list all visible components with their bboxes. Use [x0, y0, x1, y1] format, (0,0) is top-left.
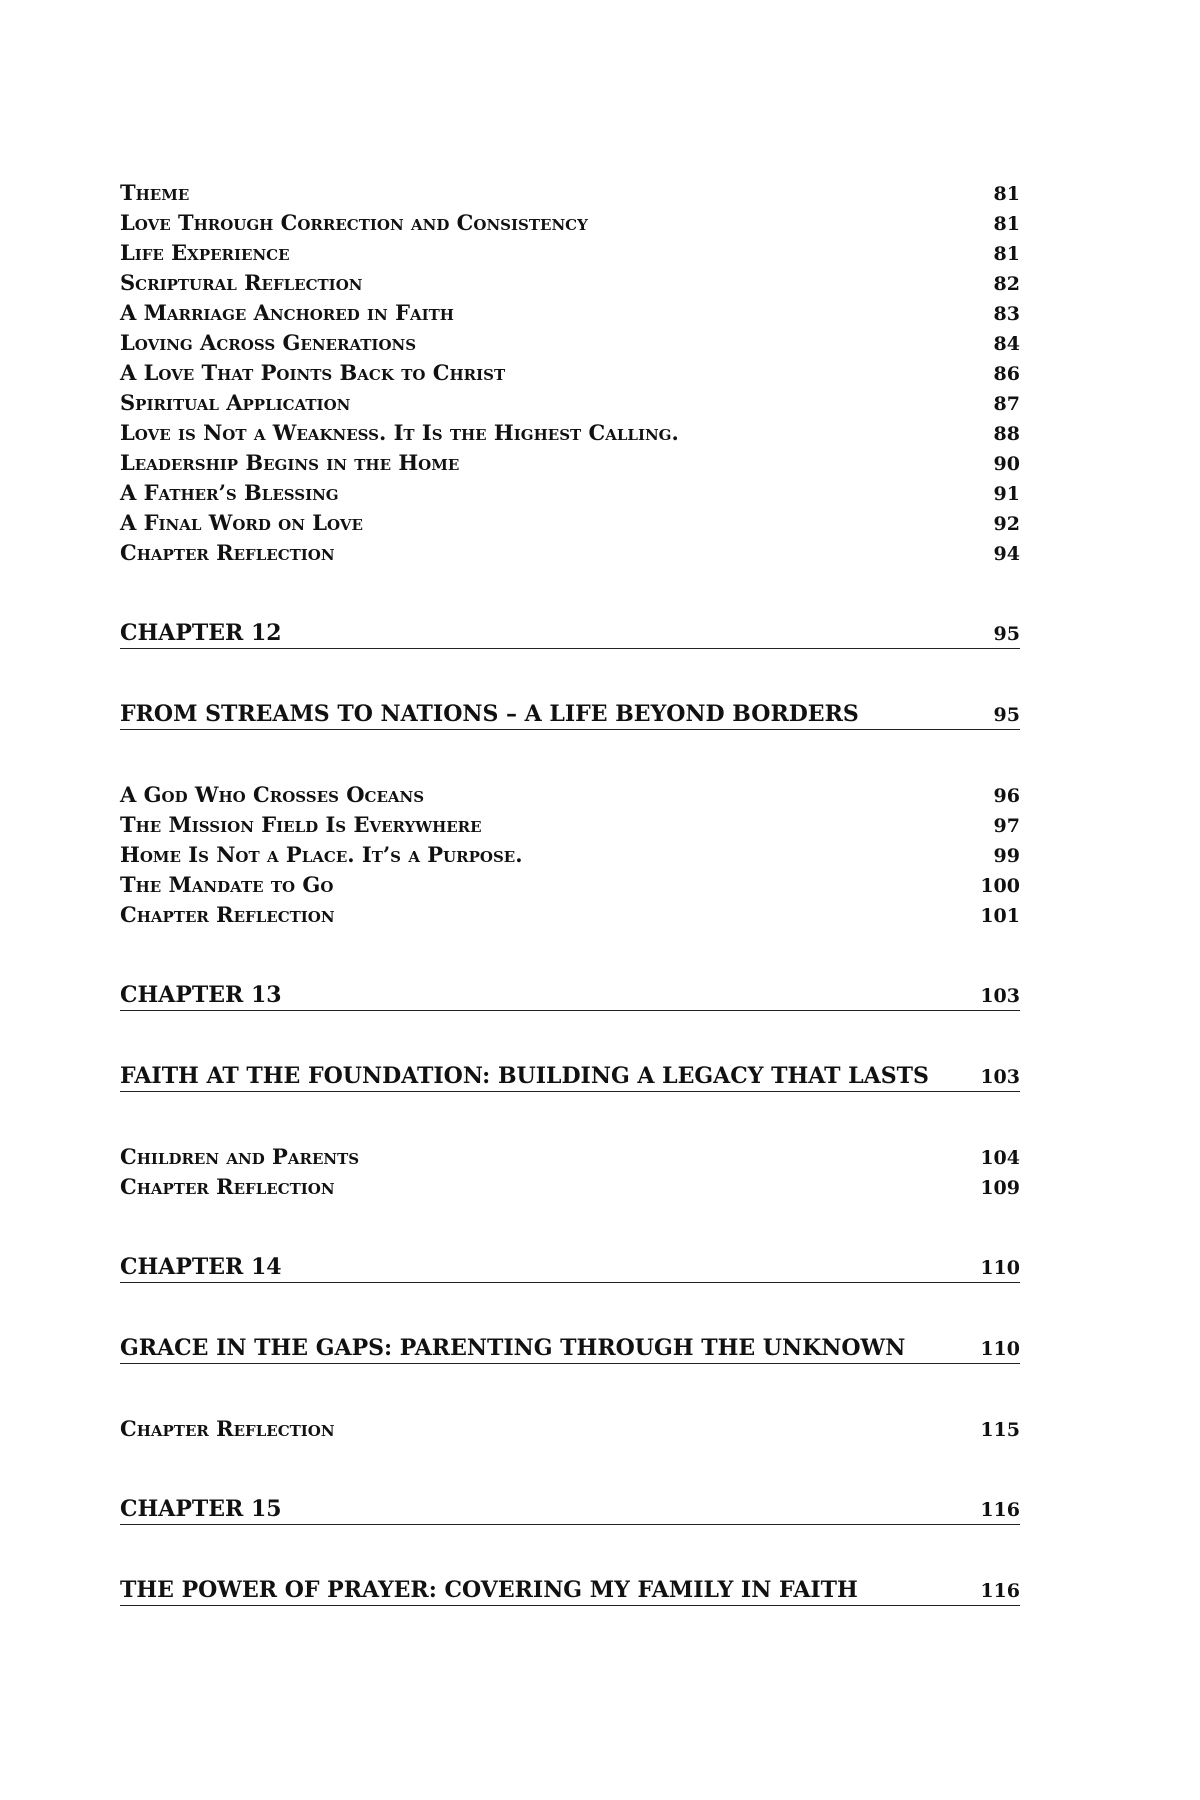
toc-entry-page: 91 — [993, 483, 1020, 505]
toc-entry-title: The Mandate to Go — [120, 872, 334, 897]
toc-entry-page: 96 — [993, 785, 1020, 807]
table-of-contents — [120, 178, 1020, 1656]
toc-entry-title: Children and Parents — [120, 1144, 360, 1169]
toc-entry[interactable] — [120, 478, 1020, 508]
toc-entry[interactable] — [120, 208, 1020, 238]
toc-entry[interactable] — [120, 508, 1020, 538]
toc-entry-title: Life Experience — [120, 240, 290, 265]
toc-entry-page: 88 — [993, 423, 1020, 445]
toc-entry[interactable] — [120, 810, 1020, 840]
toc-entry[interactable] — [120, 418, 1020, 448]
toc-entry[interactable] — [120, 388, 1020, 418]
toc-entry-page: 81 — [993, 243, 1020, 265]
chapter-14-subtitle[interactable] — [120, 1333, 1020, 1364]
chapter-heading-page: 95 — [993, 623, 1020, 645]
toc-entry[interactable] — [120, 1414, 1020, 1444]
chapter-12-heading[interactable] — [120, 618, 1020, 649]
chapter-subtitle-title: FAITH AT THE FOUNDATION: BUILDING A LEGACY THAT LASTS — [120, 1063, 929, 1089]
chapter-subtitle-page: 103 — [980, 1066, 1020, 1088]
chapter-12-entries — [120, 780, 1020, 930]
toc-entry-title: A Final Word on Love — [120, 510, 363, 535]
toc-entry-page: 101 — [980, 905, 1020, 927]
toc-entry-title: The Mission Field Is Everywhere — [120, 812, 482, 837]
toc-entry-title: Scriptural Reflection — [120, 270, 363, 295]
toc-entry-title: Chapter Reflection — [120, 902, 335, 927]
toc-entry-page: 115 — [980, 1419, 1020, 1441]
toc-entry[interactable] — [120, 870, 1020, 900]
toc-entry-title: Chapter Reflection — [120, 540, 335, 565]
toc-entry-title: Home Is Not a Place. It’s a Purpose. — [120, 842, 523, 867]
toc-entry-title: A Father’s Blessing — [120, 480, 339, 505]
toc-entry[interactable] — [120, 840, 1020, 870]
toc-entry-title: Chapter Reflection — [120, 1174, 335, 1199]
toc-entry[interactable] — [120, 238, 1020, 268]
toc-entry-title: A Marriage Anchored in Faith — [120, 300, 454, 325]
toc-entry[interactable] — [120, 358, 1020, 388]
toc-entry[interactable] — [120, 538, 1020, 568]
toc-entry-page: 84 — [993, 333, 1020, 355]
chapter-heading-title: CHAPTER 15 — [120, 1496, 282, 1522]
toc-entry-title: Love is Not a Weakness. It Is the Highest Calling. — [120, 420, 679, 445]
toc-entry-title: A God Who Crosses Oceans — [120, 782, 425, 807]
chapter-subtitle-title: FROM STREAMS TO NATIONS – A LIFE BEYOND BORDERS — [120, 701, 859, 727]
toc-entry-title: Love Through Correction and Consistency — [120, 210, 588, 235]
toc-entry-title: Theme — [120, 180, 190, 205]
toc-entry[interactable] — [120, 178, 1020, 208]
toc-entry[interactable] — [120, 268, 1020, 298]
chapter-heading-title: CHAPTER 13 — [120, 982, 282, 1008]
toc-entry-title: Chapter Reflection — [120, 1416, 335, 1441]
chapter-heading-title: CHAPTER 14 — [120, 1254, 282, 1280]
toc-entry-page: 90 — [993, 453, 1020, 475]
toc-entry-title: Spiritual Application — [120, 390, 351, 415]
toc-entry-page: 81 — [993, 213, 1020, 235]
toc-entry[interactable] — [120, 1172, 1020, 1202]
toc-entry-title: Loving Across Generations — [120, 330, 417, 355]
toc-entry[interactable] — [120, 1142, 1020, 1172]
chapter-subtitle-page: 95 — [993, 704, 1020, 726]
chapter-11-entries — [120, 178, 1020, 568]
toc-entry-page: 87 — [993, 393, 1020, 415]
chapter-13-heading[interactable] — [120, 980, 1020, 1011]
toc-entry-title: Leadership Begins in the Home — [120, 450, 460, 475]
toc-entry-page: 100 — [980, 875, 1020, 897]
toc-entry-page: 82 — [993, 273, 1020, 295]
toc-entry[interactable] — [120, 900, 1020, 930]
chapter-subtitle-page: 116 — [980, 1580, 1020, 1602]
toc-entry[interactable] — [120, 780, 1020, 810]
toc-entry-page: 99 — [993, 845, 1020, 867]
toc-entry-page: 94 — [993, 543, 1020, 565]
toc-entry-page: 104 — [980, 1147, 1020, 1169]
chapter-subtitle-title: THE POWER OF PRAYER: COVERING MY FAMILY IN FAITH — [120, 1577, 858, 1603]
toc-entry[interactable] — [120, 328, 1020, 358]
toc-entry-page: 83 — [993, 303, 1020, 325]
toc-entry-page: 109 — [980, 1177, 1020, 1199]
chapter-subtitle-page: 110 — [980, 1338, 1020, 1360]
toc-entry[interactable] — [120, 448, 1020, 478]
toc-entry[interactable] — [120, 298, 1020, 328]
chapter-12-subtitle[interactable] — [120, 699, 1020, 730]
chapter-13-subtitle[interactable] — [120, 1061, 1020, 1092]
chapter-heading-page: 116 — [980, 1499, 1020, 1521]
chapter-heading-title: CHAPTER 12 — [120, 620, 282, 646]
chapter-heading-page: 110 — [980, 1257, 1020, 1279]
toc-entry-page: 81 — [993, 183, 1020, 205]
toc-entry-title: A Love That Points Back to Christ — [120, 360, 506, 385]
toc-entry-page: 92 — [993, 513, 1020, 535]
chapter-15-subtitle[interactable] — [120, 1575, 1020, 1606]
chapter-subtitle-title: GRACE IN THE GAPS: PARENTING THROUGH THE UNKNOWN — [120, 1335, 906, 1361]
chapter-14-entries — [120, 1414, 1020, 1444]
toc-entry-page: 86 — [993, 363, 1020, 385]
chapter-heading-page: 103 — [980, 985, 1020, 1007]
chapter-15-heading[interactable] — [120, 1494, 1020, 1525]
toc-entry-page: 97 — [993, 815, 1020, 837]
chapter-14-heading[interactable] — [120, 1252, 1020, 1283]
chapter-13-entries — [120, 1142, 1020, 1202]
